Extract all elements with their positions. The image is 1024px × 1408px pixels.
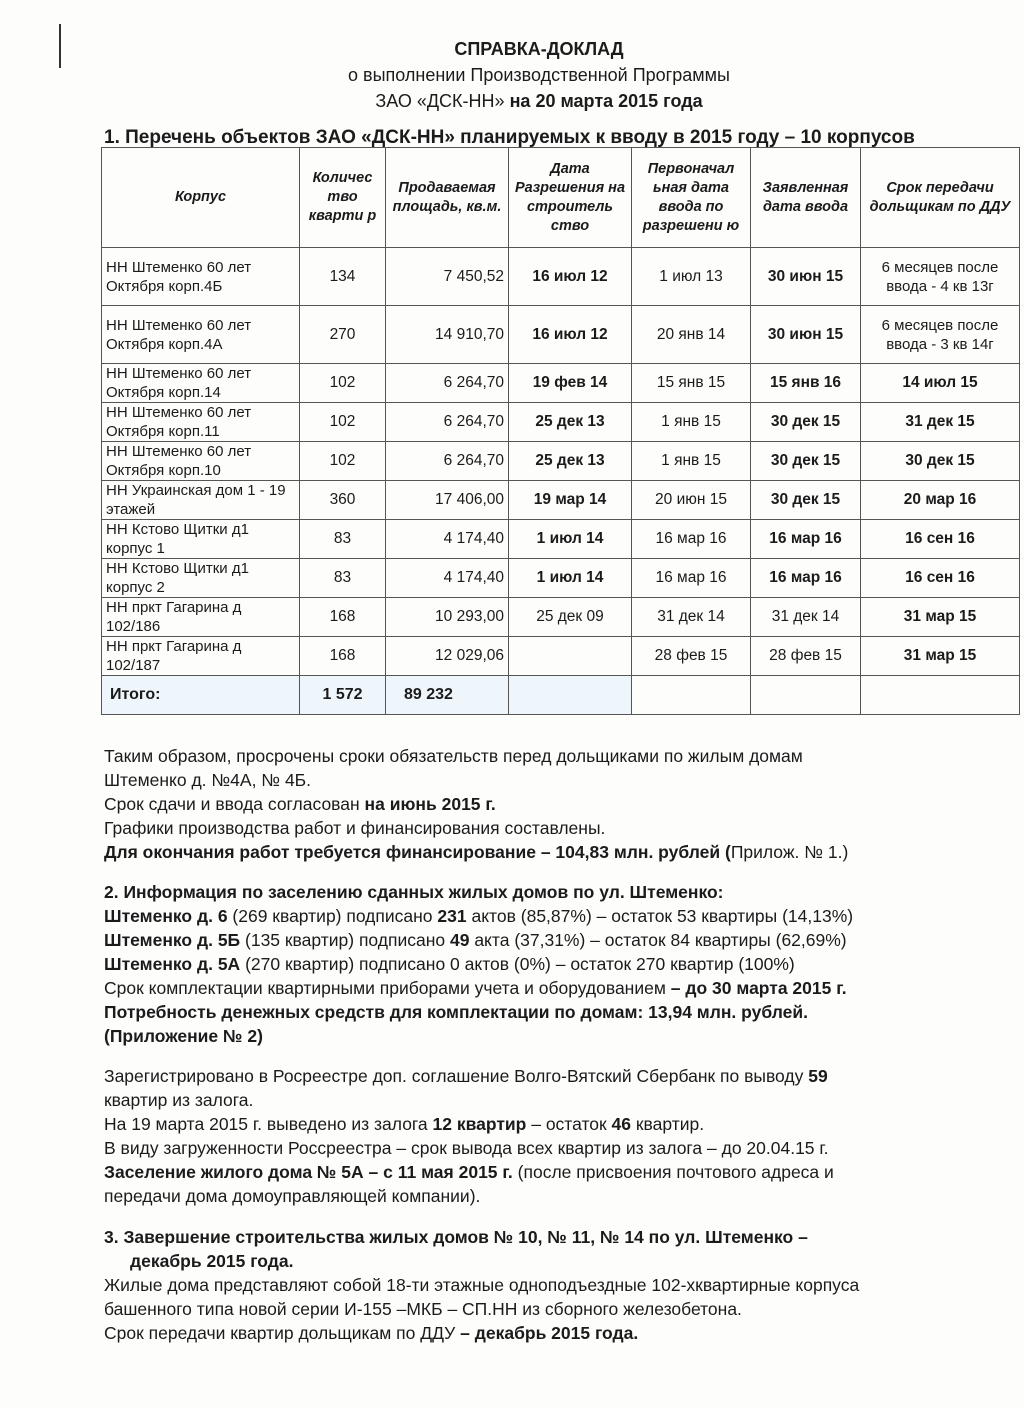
cell-transfer: 6 месяцев после ввода - 4 кв 13г	[861, 248, 1020, 306]
cell-qty: 102	[300, 364, 386, 403]
cell-permit: 16 июл 12	[509, 306, 632, 364]
cell-transfer: 31 мар 15	[861, 598, 1020, 637]
section-3-title: 3. Завершение строительства жилых домов № 10, № 11, № 14 по ул. Штеменко –	[104, 1227, 808, 1247]
table-total-row	[102, 676, 1020, 715]
table-row	[102, 520, 1020, 559]
cell-area: 7 450,52	[386, 248, 509, 306]
cell-declared: 30 дек 15	[751, 442, 861, 481]
cell-area: 4 174,40	[386, 559, 509, 598]
pledge-paragraph: Зарегистрировано в Росреестре доп. соглашение Волго-Вятский Сбербанк по выводу 59 квартир из залога. На 19 марта 2015 г. выведено из залога 12 квартир – остаток 46 квартир. В виду загруженности Россреестра – срок вывода всех квартир из залога – до 20.04.15 г. Заселение жилого дома № 5А – с 11 мая 2015 г. (после присвоения почтового адреса и передачи дома домоуправляющей компании).	[104, 1066, 834, 1206]
section-1-title: 1. Перечень объектов ЗАО «ДСК-НН» планируемых к вводу в 2015 году – 10 корпусов	[104, 127, 915, 148]
cell-name: НН Кстово Щитки д1 корпус 2	[102, 559, 300, 598]
total-label: Итого:	[102, 676, 300, 715]
cell-area: 17 406,00	[386, 481, 509, 520]
document-header	[0, 36, 1024, 114]
cell-permit: 25 дек 13	[509, 442, 632, 481]
cell-qty: 360	[300, 481, 386, 520]
col-header: Дата Разрешения на строитель ство	[509, 148, 632, 248]
cell-declared: 16 мар 16	[751, 559, 861, 598]
cell-name: НН Штеменко 60 лет Октября корп.4Б	[102, 248, 300, 306]
cell-initial: 1 янв 15	[632, 442, 751, 481]
cell-declared: 30 дек 15	[751, 481, 861, 520]
cell-initial: 1 янв 15	[632, 403, 751, 442]
document-title: СПРАВКА-ДОКЛАД	[454, 39, 624, 59]
table-header-row	[102, 148, 1020, 248]
table-row	[102, 637, 1020, 676]
cell-declared: 16 мар 16	[751, 520, 861, 559]
cell-transfer: 31 дек 15	[861, 403, 1020, 442]
cell-area: 6 264,70	[386, 442, 509, 481]
cell-initial: 16 мар 16	[632, 520, 751, 559]
section-3-title-cont: декабрь 2015 года.	[130, 1251, 294, 1271]
cell-initial: 15 янв 15	[632, 364, 751, 403]
cell-permit: 25 дек 09	[509, 598, 632, 637]
cell-qty: 102	[300, 442, 386, 481]
col-header: Первоначал ьная дата ввода по разрешени ю	[632, 148, 751, 248]
table-row	[102, 306, 1020, 364]
cell-name: НН пркт Гагарина д 102/187	[102, 637, 300, 676]
cell-permit: 1 июл 14	[509, 559, 632, 598]
cell-permit: 19 фев 14	[509, 364, 632, 403]
cell-transfer: 16 сен 16	[861, 559, 1020, 598]
total-area: 89 232	[386, 676, 509, 715]
cell-qty: 270	[300, 306, 386, 364]
objects-table	[101, 147, 1020, 715]
cell-permit: 16 июл 12	[509, 248, 632, 306]
col-header: Продаваемая площадь, кв.м.	[386, 148, 509, 248]
table-row	[102, 403, 1020, 442]
table-row	[102, 559, 1020, 598]
col-header: Срок передачи дольщикам по ДДУ	[861, 148, 1020, 248]
total-empty	[751, 676, 861, 715]
cell-initial: 1 июл 13	[632, 248, 751, 306]
cell-declared: 30 дек 15	[751, 403, 861, 442]
cell-permit: 25 дек 13	[509, 403, 632, 442]
cell-declared: 31 дек 14	[751, 598, 861, 637]
section-2-title: 2. Информация по заселению сданных жилых домов по ул. Штеменко:	[104, 882, 724, 902]
cell-name: НН Штеменко 60 лет Октября корп.4А	[102, 306, 300, 364]
table-row	[102, 364, 1020, 403]
cell-initial: 16 мар 16	[632, 559, 751, 598]
cell-name: НН Штеменко 60 лет Октября корп.10	[102, 442, 300, 481]
cell-permit: 1 июл 14	[509, 520, 632, 559]
cell-declared: 30 июн 15	[751, 248, 861, 306]
cell-area: 12 029,06	[386, 637, 509, 676]
table-row	[102, 481, 1020, 520]
document-date-line: ЗАО «ДСК-НН» на 20 марта 2015 года	[375, 91, 703, 111]
summary-paragraph: Таким образом, просрочены сроки обязательств перед дольщиками по жилым домам Штеменко д. №4А, № 4Б. Срок сдачи и ввода согласован на июнь 2015 г. Графики производства работ и финансирования составлены. Для окончания работ требуется финансирование – 104,83 млн. рублей (Прилож. № 1.)	[104, 746, 849, 862]
cell-area: 10 293,00	[386, 598, 509, 637]
cell-area: 6 264,70	[386, 364, 509, 403]
total-empty	[509, 676, 632, 715]
cell-initial: 31 дек 14	[632, 598, 751, 637]
cell-area: 6 264,70	[386, 403, 509, 442]
cell-area: 14 910,70	[386, 306, 509, 364]
section-3: 3. Завершение строительства жилых домов № 10, № 11, № 14 по ул. Штеменко – декабрь 2015 года. Жилые дома представляют собой 18-ти этажные одноподъездные 102-хквартирные корпуса башенного типа новой серии И-155 –МКБ – СП.НН из сборного железобетона. Срок передачи квартир дольщикам по ДДУ – декабрь 2015 года.	[104, 1227, 860, 1343]
cell-transfer: 14 июл 15	[861, 364, 1020, 403]
table-row	[102, 248, 1020, 306]
table-row	[102, 598, 1020, 637]
section-2: 2. Информация по заселению сданных жилых домов по ул. Штеменко: Штеменко д. 6 (269 квартир) подписано 231 актов (85,87%) – остаток 53 квартиры (14,13%) Штеменко д. 5Б (135 квартир) подписано 49 акта (37,31%) – остаток 84 квартиры (62,69%) Штеменко д. 5А (270 квартир) подписано 0 актов (0%) – остаток 270 квартир (100%) Срок комплектации квартирными приборами учета и оборудованием – до 30 марта 2015 г. Потребность денежных средств для комплектации по домам: 13,94 млн. рублей. (Приложение № 2)	[104, 882, 854, 1046]
cell-name: НН Штеменко 60 лет Октября корп.11	[102, 403, 300, 442]
cell-transfer: 16 сен 16	[861, 520, 1020, 559]
total-empty	[861, 676, 1020, 715]
col-header: Корпус	[102, 148, 300, 248]
cell-transfer: 20 мар 16	[861, 481, 1020, 520]
col-header: Заявленная дата ввода	[751, 148, 861, 248]
col-header: Количес тво кварти р	[300, 148, 386, 248]
cell-qty: 134	[300, 248, 386, 306]
total-qty: 1 572	[300, 676, 386, 715]
cell-qty: 102	[300, 403, 386, 442]
document-subtitle: о выполнении Производственной Программы	[348, 65, 730, 85]
cell-qty: 168	[300, 598, 386, 637]
cell-transfer: 31 мар 15	[861, 637, 1020, 676]
cell-name: НН пркт Гагарина д 102/186	[102, 598, 300, 637]
cell-transfer: 6 месяцев после ввода - 3 кв 14г	[861, 306, 1020, 364]
table-row	[102, 442, 1020, 481]
cell-permit: 19 мар 14	[509, 481, 632, 520]
cell-permit	[509, 637, 632, 676]
cell-name: НН Кстово Щитки д1 корпус 1	[102, 520, 300, 559]
cell-transfer: 30 дек 15	[861, 442, 1020, 481]
cell-initial: 20 янв 14	[632, 306, 751, 364]
cell-declared: 15 янв 16	[751, 364, 861, 403]
cell-qty: 168	[300, 637, 386, 676]
cell-qty: 83	[300, 520, 386, 559]
cell-name: НН Украинская дом 1 - 19 этажей	[102, 481, 300, 520]
cell-qty: 83	[300, 559, 386, 598]
cell-initial: 20 июн 15	[632, 481, 751, 520]
cell-initial: 28 фев 15	[632, 637, 751, 676]
cell-declared: 28 фев 15	[751, 637, 861, 676]
total-empty	[632, 676, 751, 715]
cell-declared: 30 июн 15	[751, 306, 861, 364]
cell-area: 4 174,40	[386, 520, 509, 559]
cell-name: НН Штеменко 60 лет Октября корп.14	[102, 364, 300, 403]
